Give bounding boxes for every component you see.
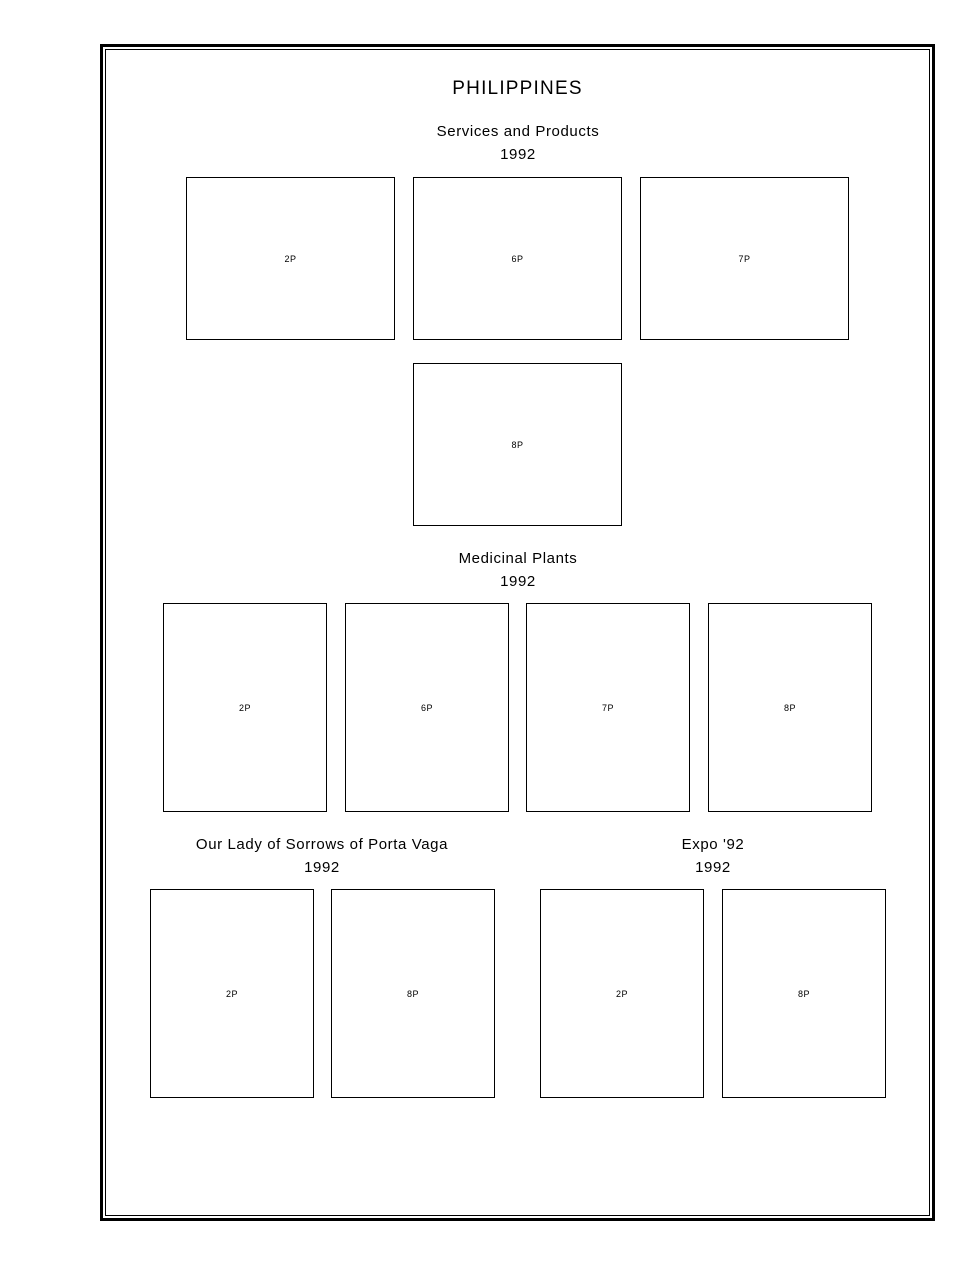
stamp-value-label: 8P <box>783 702 796 713</box>
set-year-expo-92: 1992 <box>695 859 731 876</box>
set-title-services-and-products: Services and Products <box>436 123 600 140</box>
set-year-medicinal-plants: 1992 <box>500 573 536 590</box>
stamp-value-label: 8P <box>406 988 419 999</box>
stamp-space-medicinal-6p <box>345 603 509 812</box>
stamp-value-label: 2P <box>284 253 297 264</box>
stamp-value-label: 6P <box>511 253 524 264</box>
stamp-space-services-7p <box>640 177 849 340</box>
stamp-space-services-6p <box>413 177 622 340</box>
stamp-value-label: 6P <box>420 702 433 713</box>
stamp-space-services-8p <box>413 363 622 526</box>
stamp-space-services-2p <box>186 177 395 340</box>
stamp-space-our-lady-2p <box>150 889 314 1098</box>
set-title-medicinal-plants: Medicinal Plants <box>458 550 578 567</box>
stamp-value-label: 8P <box>797 988 810 999</box>
set-title-expo-92: Expo '92 <box>681 836 745 853</box>
stamp-value-label: 2P <box>615 988 628 999</box>
stamp-space-medicinal-7p <box>526 603 690 812</box>
set-year-our-lady-of-sorrows: 1992 <box>304 859 340 876</box>
stamp-space-medicinal-8p <box>708 603 872 812</box>
set-title-our-lady-of-sorrows: Our Lady of Sorrows of Porta Vaga <box>195 836 449 853</box>
stamp-value-label: 7P <box>601 702 614 713</box>
stamp-space-expo-8p <box>722 889 886 1098</box>
stamp-value-label: 2P <box>225 988 238 999</box>
stamp-space-medicinal-2p <box>163 603 327 812</box>
set-year-services-and-products: 1992 <box>500 146 536 163</box>
stamp-value-label: 7P <box>738 253 751 264</box>
stamp-value-label: 2P <box>238 702 251 713</box>
page-title: PHILIPPINES <box>452 78 583 99</box>
stamp-space-expo-2p <box>540 889 704 1098</box>
stamp-value-label: 8P <box>511 439 524 450</box>
stamp-space-our-lady-8p <box>331 889 495 1098</box>
